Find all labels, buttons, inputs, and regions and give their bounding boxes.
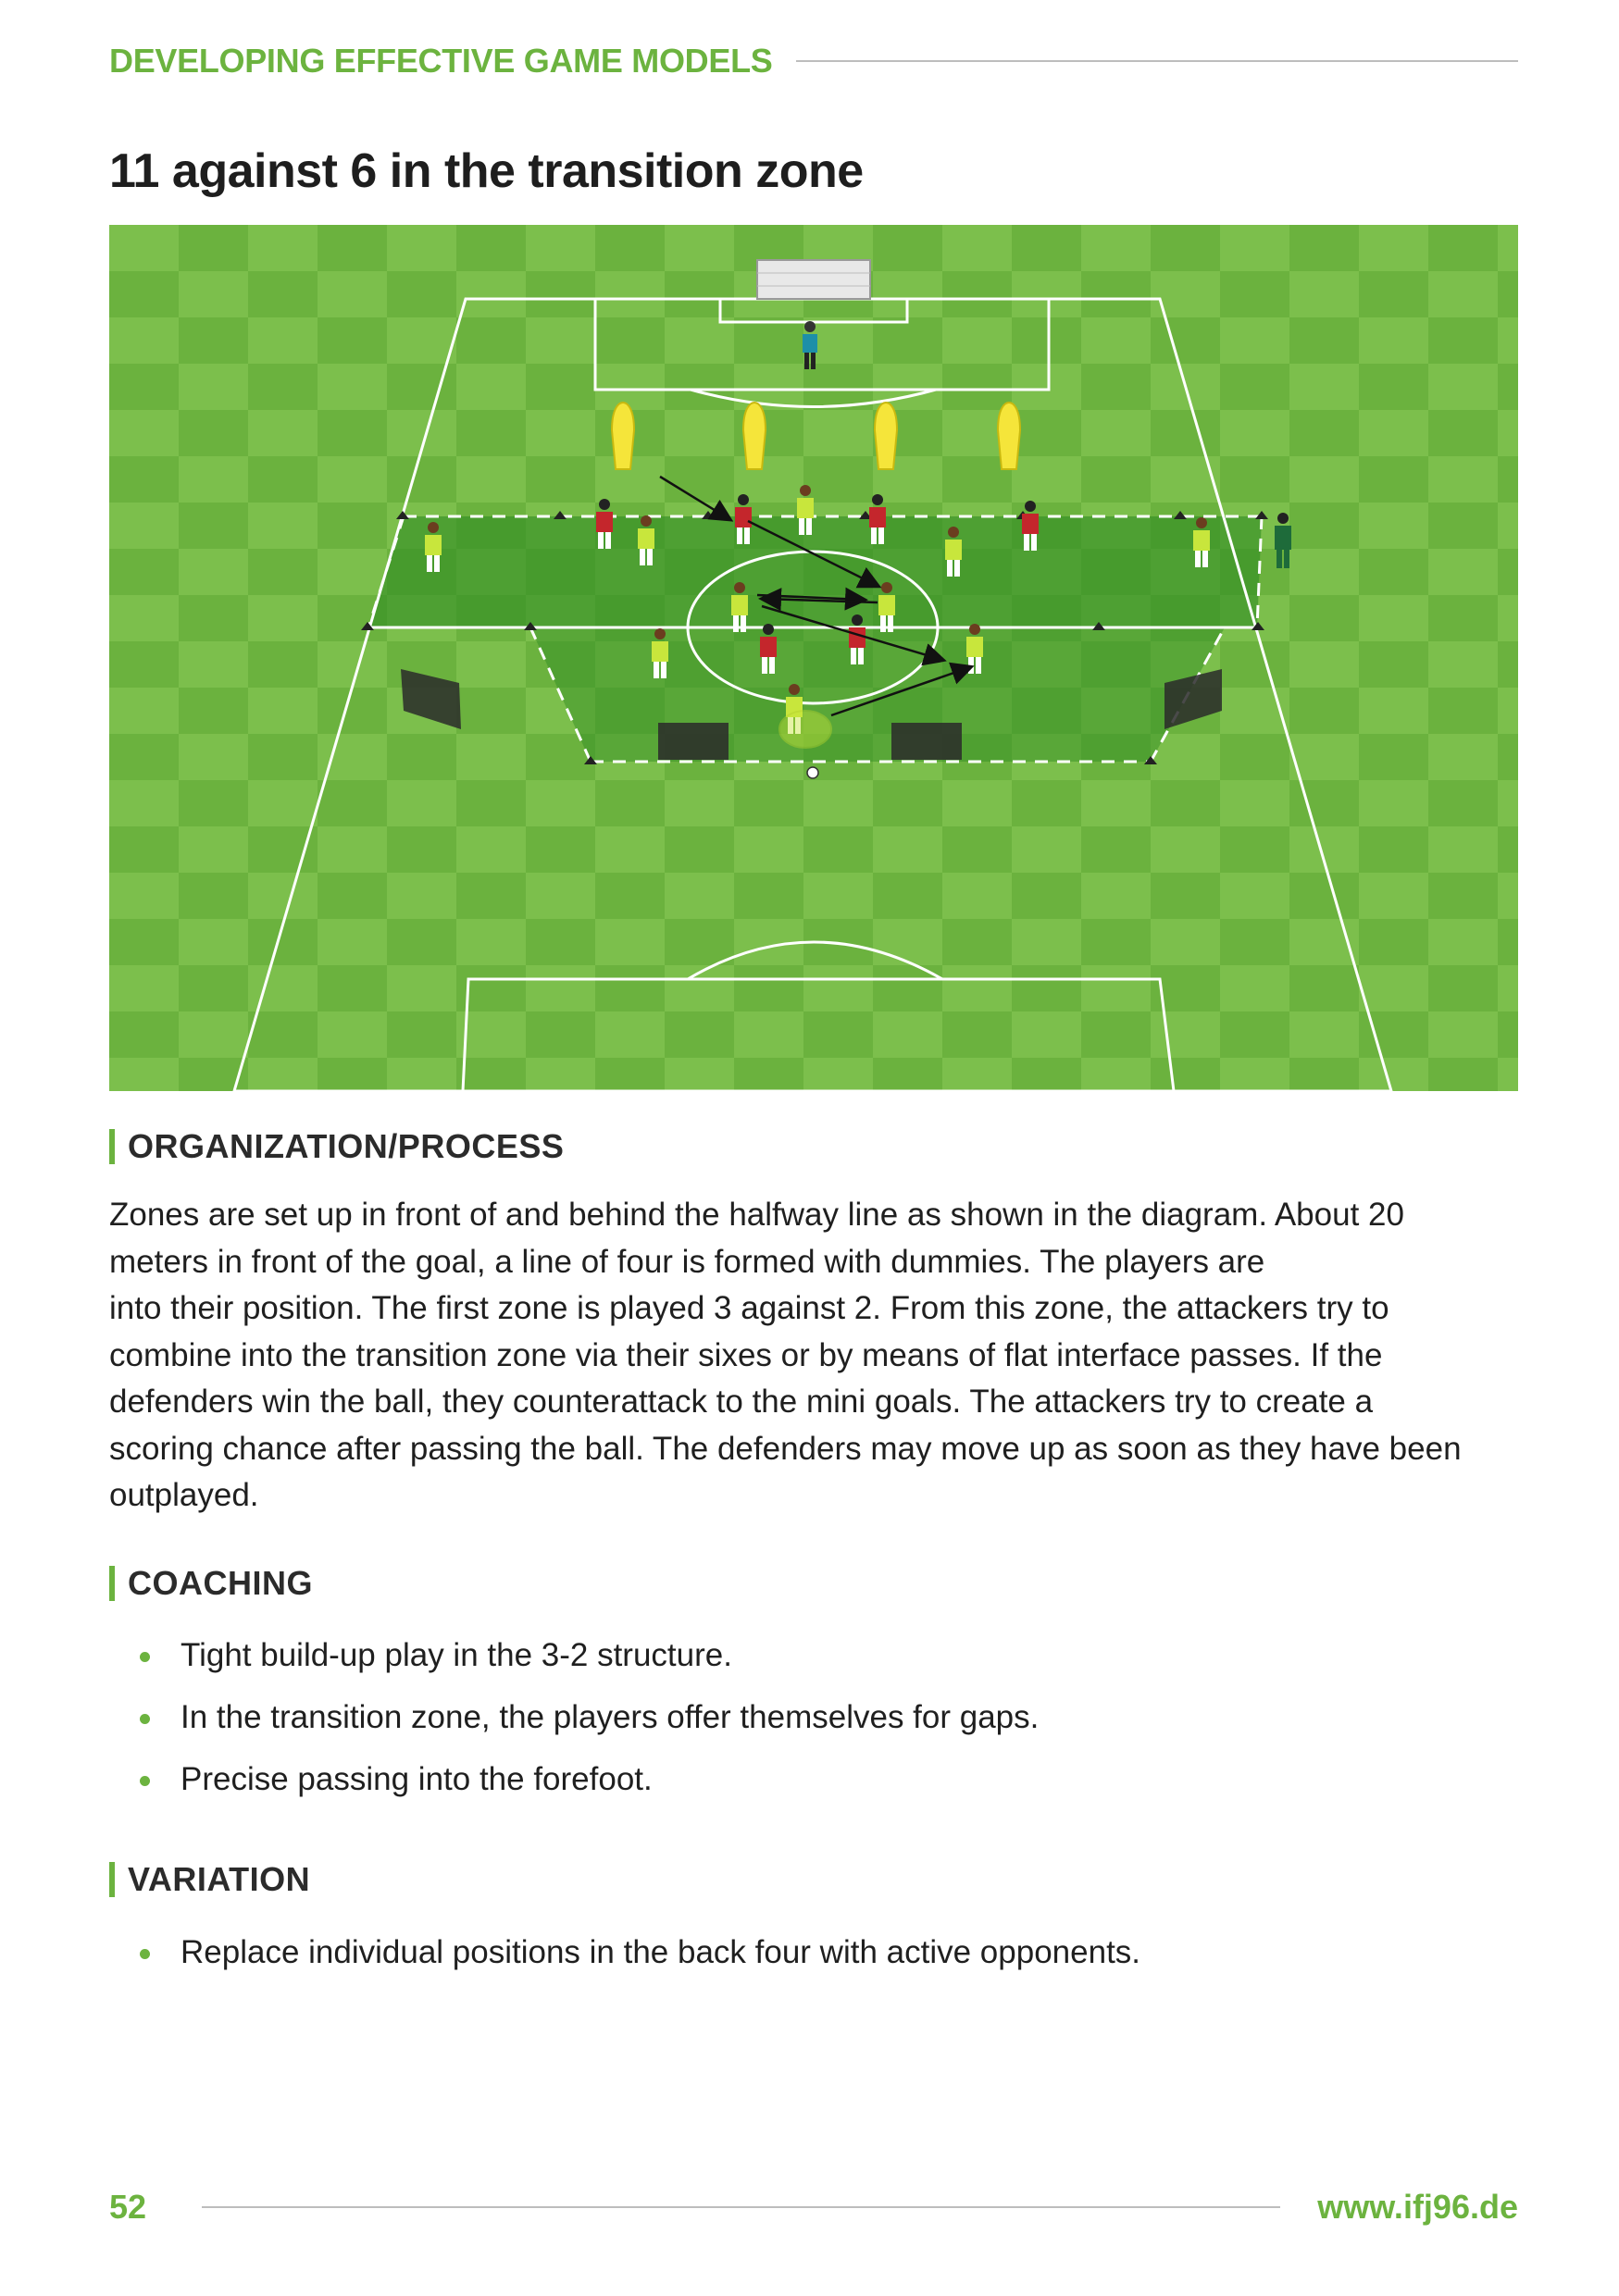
section-marker	[109, 1566, 115, 1601]
text-line: defenders win the ball, they counterattack to the mini goals. The attackers try to create a	[109, 1384, 1374, 1420]
list-item	[109, 1930, 1498, 1992]
page-title: 11 against 6 in the transition zone	[109, 144, 864, 198]
header-rule	[796, 60, 1518, 62]
bullet-icon	[140, 1949, 150, 1959]
section-heading-variation	[109, 1860, 310, 1899]
bullet-icon	[140, 1776, 150, 1786]
bullet-icon	[140, 1714, 150, 1724]
organization-text	[109, 1192, 1526, 1520]
list-item	[109, 1632, 1498, 1694]
list-item-text: In the transition zone, the players offer themselves for gaps.	[181, 1699, 1040, 1735]
section-marker	[109, 1129, 115, 1164]
list-item	[109, 1756, 1498, 1818]
list-item-text: Replace individual positions in the back four with active opponents.	[181, 1934, 1141, 1970]
running-header	[109, 41, 1518, 81]
section-title: COACHING	[128, 1564, 313, 1602]
text-line: meters in front of the goal, a line of four is formed with dummies. The players are	[109, 1243, 1265, 1280]
page-number: 52	[109, 2188, 147, 2226]
section-title: VARIATION	[128, 1860, 311, 1898]
text-line: scoring chance after passing the ball. The defenders may move up as soon as they have been	[109, 1430, 1462, 1467]
pitch-diagram	[109, 225, 1518, 1091]
ball-icon	[807, 767, 818, 778]
section-heading-coaching	[109, 1564, 313, 1603]
variation-list	[109, 1930, 1498, 1992]
goal-icon	[757, 260, 870, 299]
running-title: DEVELOPING EFFECTIVE GAME MODELS	[109, 42, 773, 80]
section-marker	[109, 1862, 115, 1897]
text-line: outplayed.	[109, 1477, 259, 1513]
list-item-text: Precise passing into the forefoot.	[181, 1761, 653, 1797]
text-line: into their position. The first zone is played 3 against 2. From this zone, the attackers try to	[109, 1290, 1389, 1326]
footer-rule	[202, 2206, 1280, 2208]
page-footer	[109, 2184, 1518, 2230]
section-heading-organization	[109, 1127, 564, 1166]
text-line: Zones are set up in front of and behind the halfway line as shown in the diagram. About 20	[109, 1197, 1404, 1233]
bullet-icon	[140, 1652, 150, 1662]
section-title: ORGANIZATION/PROCESS	[128, 1127, 565, 1165]
coaching-list	[109, 1632, 1498, 1818]
list-item	[109, 1694, 1498, 1756]
text-line: combine into the transition zone via their sixes or by means of flat interface passes. If the	[109, 1336, 1383, 1373]
footer-url[interactable]: www.ifj96.de	[1317, 2188, 1518, 2226]
pitch-svg	[109, 225, 1518, 1091]
list-item-text: Tight build-up play in the 3-2 structure.	[181, 1637, 732, 1673]
